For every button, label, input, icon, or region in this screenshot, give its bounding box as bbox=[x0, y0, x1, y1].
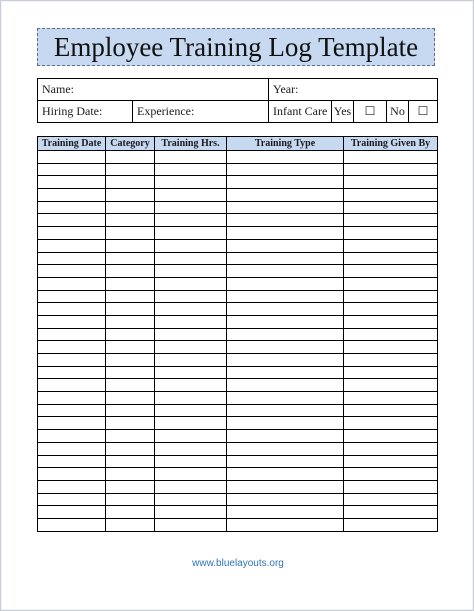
table-cell[interactable] bbox=[106, 455, 155, 468]
table-cell[interactable] bbox=[155, 480, 227, 493]
table-cell[interactable] bbox=[155, 455, 227, 468]
log-table-body bbox=[38, 151, 438, 532]
table-cell[interactable] bbox=[38, 163, 106, 176]
table-cell[interactable] bbox=[106, 392, 155, 405]
table-cell[interactable] bbox=[38, 227, 106, 240]
table-row bbox=[38, 328, 438, 341]
table-row bbox=[38, 239, 438, 252]
no-cell bbox=[387, 101, 409, 123]
yes-checkbox[interactable] bbox=[354, 101, 387, 123]
table-cell[interactable] bbox=[227, 366, 344, 379]
table-row bbox=[38, 506, 438, 519]
table-cell[interactable] bbox=[227, 265, 344, 278]
table-cell[interactable] bbox=[227, 176, 344, 189]
table-cell[interactable] bbox=[106, 480, 155, 493]
table-cell[interactable] bbox=[155, 189, 227, 202]
table-cell[interactable] bbox=[344, 277, 438, 290]
table-cell[interactable] bbox=[344, 176, 438, 189]
footer-link[interactable]: www.bluelayouts.org bbox=[192, 558, 284, 569]
table-cell[interactable] bbox=[344, 518, 438, 531]
hiring-date-field[interactable] bbox=[38, 101, 133, 123]
table-cell[interactable] bbox=[106, 404, 155, 417]
table-cell[interactable] bbox=[344, 315, 438, 328]
table-cell[interactable] bbox=[344, 341, 438, 354]
table-row bbox=[38, 151, 438, 164]
table-cell[interactable] bbox=[106, 277, 155, 290]
table-cell[interactable] bbox=[106, 328, 155, 341]
table-cell[interactable] bbox=[227, 163, 344, 176]
table-cell[interactable] bbox=[155, 201, 227, 214]
table-cell[interactable] bbox=[344, 442, 438, 455]
title-banner bbox=[37, 28, 435, 66]
table-cell[interactable] bbox=[227, 354, 344, 367]
table-cell[interactable] bbox=[344, 201, 438, 214]
table-cell[interactable] bbox=[38, 455, 106, 468]
table-cell[interactable] bbox=[106, 366, 155, 379]
table-cell[interactable] bbox=[38, 252, 106, 265]
table-cell[interactable] bbox=[38, 303, 106, 316]
table-cell[interactable] bbox=[106, 151, 155, 164]
yes-cell bbox=[332, 101, 354, 123]
table-cell[interactable] bbox=[227, 341, 344, 354]
table-cell[interactable] bbox=[155, 290, 227, 303]
table-row bbox=[38, 455, 438, 468]
table-cell[interactable] bbox=[38, 189, 106, 202]
table-cell[interactable] bbox=[38, 506, 106, 519]
table-cell[interactable] bbox=[106, 214, 155, 227]
table-cell[interactable] bbox=[38, 201, 106, 214]
table-cell[interactable] bbox=[344, 328, 438, 341]
table-cell[interactable] bbox=[227, 227, 344, 240]
no-label: No bbox=[390, 104, 405, 118]
table-row bbox=[38, 354, 438, 367]
table-cell[interactable] bbox=[155, 404, 227, 417]
no-checkbox[interactable] bbox=[409, 101, 438, 123]
table-cell[interactable] bbox=[106, 239, 155, 252]
table-cell[interactable] bbox=[344, 151, 438, 164]
table-cell[interactable] bbox=[106, 442, 155, 455]
table-cell[interactable] bbox=[38, 265, 106, 278]
table-row bbox=[38, 303, 438, 316]
table-row bbox=[38, 277, 438, 290]
table-cell[interactable] bbox=[227, 239, 344, 252]
table-cell[interactable] bbox=[344, 239, 438, 252]
table-cell[interactable] bbox=[38, 379, 106, 392]
table-cell[interactable] bbox=[106, 506, 155, 519]
table-cell[interactable] bbox=[106, 252, 155, 265]
table-cell[interactable] bbox=[227, 468, 344, 481]
table-cell[interactable] bbox=[344, 265, 438, 278]
table-cell[interactable] bbox=[38, 518, 106, 531]
table-cell[interactable] bbox=[227, 506, 344, 519]
table-cell[interactable] bbox=[227, 518, 344, 531]
table-cell[interactable] bbox=[106, 189, 155, 202]
table-row bbox=[38, 315, 438, 328]
table-cell[interactable] bbox=[344, 303, 438, 316]
table-row bbox=[38, 163, 438, 176]
table-cell[interactable] bbox=[227, 189, 344, 202]
table-cell[interactable] bbox=[155, 163, 227, 176]
infant-care-label: Infant Care bbox=[273, 104, 328, 118]
table-cell[interactable] bbox=[344, 468, 438, 481]
table-cell[interactable] bbox=[106, 417, 155, 430]
table-cell[interactable] bbox=[106, 227, 155, 240]
column-header-training-date: Training Date bbox=[38, 137, 106, 151]
table-cell[interactable] bbox=[344, 417, 438, 430]
table-cell[interactable] bbox=[106, 379, 155, 392]
column-header-training-hrs: Training Hrs. bbox=[155, 137, 227, 151]
table-cell[interactable] bbox=[227, 303, 344, 316]
table-cell[interactable] bbox=[344, 366, 438, 379]
table-row bbox=[38, 417, 438, 430]
table-cell[interactable] bbox=[38, 480, 106, 493]
table-cell[interactable] bbox=[344, 290, 438, 303]
table-cell[interactable] bbox=[227, 277, 344, 290]
table-cell[interactable] bbox=[38, 430, 106, 443]
table-row bbox=[38, 201, 438, 214]
table-cell[interactable] bbox=[155, 379, 227, 392]
table-cell[interactable] bbox=[38, 151, 106, 164]
table-cell[interactable] bbox=[106, 303, 155, 316]
table-row bbox=[38, 189, 438, 202]
table-cell[interactable] bbox=[38, 239, 106, 252]
page-title: Employee Training Log Template bbox=[53, 31, 419, 62]
table-cell[interactable] bbox=[155, 227, 227, 240]
table-cell[interactable] bbox=[344, 493, 438, 506]
table-row bbox=[38, 480, 438, 493]
table-row bbox=[38, 518, 438, 531]
table-cell[interactable] bbox=[227, 252, 344, 265]
table-cell[interactable] bbox=[106, 354, 155, 367]
table-cell[interactable] bbox=[38, 354, 106, 367]
column-header-category: Category bbox=[106, 137, 155, 151]
table-cell[interactable] bbox=[155, 265, 227, 278]
table-row bbox=[38, 442, 438, 455]
table-cell[interactable] bbox=[344, 506, 438, 519]
table-cell[interactable] bbox=[155, 392, 227, 405]
table-cell[interactable] bbox=[38, 176, 106, 189]
table-cell[interactable] bbox=[227, 392, 344, 405]
column-header-training-given-by: Training Given By bbox=[344, 137, 438, 151]
table-row bbox=[38, 341, 438, 354]
table-cell[interactable] bbox=[38, 290, 106, 303]
table-row bbox=[38, 404, 438, 417]
table-cell[interactable] bbox=[38, 366, 106, 379]
table-cell[interactable] bbox=[106, 468, 155, 481]
column-header-training-type: Training Type bbox=[227, 137, 344, 151]
table-cell[interactable] bbox=[344, 430, 438, 443]
table-cell[interactable] bbox=[38, 493, 106, 506]
table-row bbox=[38, 214, 438, 227]
table-cell[interactable] bbox=[155, 442, 227, 455]
table-cell[interactable] bbox=[227, 417, 344, 430]
table-cell[interactable] bbox=[155, 506, 227, 519]
table-row bbox=[38, 252, 438, 265]
table-cell[interactable] bbox=[155, 303, 227, 316]
table-cell[interactable] bbox=[227, 214, 344, 227]
table-cell[interactable] bbox=[155, 277, 227, 290]
table-cell[interactable] bbox=[155, 252, 227, 265]
table-row bbox=[38, 493, 438, 506]
year-label: Year: bbox=[273, 82, 299, 96]
table-cell[interactable] bbox=[227, 328, 344, 341]
table-cell[interactable] bbox=[344, 163, 438, 176]
table-cell[interactable] bbox=[155, 214, 227, 227]
table-cell[interactable] bbox=[38, 328, 106, 341]
table-cell[interactable] bbox=[227, 493, 344, 506]
table-cell[interactable] bbox=[227, 442, 344, 455]
table-cell[interactable] bbox=[227, 290, 344, 303]
table-row bbox=[38, 392, 438, 405]
table-cell[interactable] bbox=[227, 430, 344, 443]
table-row bbox=[38, 366, 438, 379]
table-cell[interactable] bbox=[155, 176, 227, 189]
table-cell[interactable] bbox=[155, 354, 227, 367]
table-cell[interactable] bbox=[155, 493, 227, 506]
table-cell[interactable] bbox=[106, 341, 155, 354]
table-cell[interactable] bbox=[106, 518, 155, 531]
table-cell[interactable] bbox=[155, 151, 227, 164]
table-cell[interactable] bbox=[344, 379, 438, 392]
table-cell[interactable] bbox=[227, 379, 344, 392]
infant-care-cell bbox=[269, 101, 332, 123]
table-row bbox=[38, 265, 438, 278]
table-row bbox=[38, 379, 438, 392]
table-cell[interactable] bbox=[344, 455, 438, 468]
table-row bbox=[38, 430, 438, 443]
experience-label: Experience: bbox=[137, 104, 195, 118]
hiring-date-label: Hiring Date: bbox=[42, 104, 103, 118]
table-cell[interactable] bbox=[38, 315, 106, 328]
year-field[interactable] bbox=[269, 79, 438, 101]
table-cell[interactable] bbox=[38, 341, 106, 354]
table-cell[interactable] bbox=[106, 290, 155, 303]
table-cell[interactable] bbox=[106, 265, 155, 278]
table-cell[interactable] bbox=[38, 468, 106, 481]
info-row-name bbox=[38, 79, 438, 101]
table-row bbox=[38, 290, 438, 303]
table-cell[interactable] bbox=[344, 214, 438, 227]
table-cell[interactable] bbox=[155, 328, 227, 341]
training-log-table bbox=[37, 136, 438, 532]
table-cell[interactable] bbox=[155, 518, 227, 531]
yes-label: Yes bbox=[333, 104, 352, 118]
table-cell[interactable] bbox=[155, 366, 227, 379]
table-cell[interactable] bbox=[38, 404, 106, 417]
table-cell[interactable] bbox=[38, 214, 106, 227]
table-cell[interactable] bbox=[227, 315, 344, 328]
table-cell[interactable] bbox=[155, 341, 227, 354]
table-cell[interactable] bbox=[38, 417, 106, 430]
table-cell[interactable] bbox=[106, 493, 155, 506]
table-cell[interactable] bbox=[38, 442, 106, 455]
table-cell[interactable] bbox=[106, 430, 155, 443]
table-cell[interactable] bbox=[38, 392, 106, 405]
table-cell[interactable] bbox=[344, 392, 438, 405]
table-cell[interactable] bbox=[227, 201, 344, 214]
table-cell[interactable] bbox=[155, 430, 227, 443]
table-cell[interactable] bbox=[344, 480, 438, 493]
table-cell[interactable] bbox=[344, 252, 438, 265]
name-field[interactable] bbox=[38, 79, 269, 101]
experience-field[interactable] bbox=[133, 101, 269, 123]
table-cell[interactable] bbox=[227, 404, 344, 417]
table-cell[interactable] bbox=[344, 354, 438, 367]
table-cell[interactable] bbox=[227, 480, 344, 493]
table-cell[interactable] bbox=[106, 163, 155, 176]
table-cell[interactable] bbox=[106, 315, 155, 328]
name-label: Name: bbox=[42, 82, 74, 96]
info-row-details bbox=[38, 101, 438, 123]
table-cell[interactable] bbox=[344, 404, 438, 417]
table-cell[interactable] bbox=[106, 201, 155, 214]
table-cell[interactable] bbox=[344, 227, 438, 240]
table-cell[interactable] bbox=[155, 239, 227, 252]
log-header-row bbox=[38, 137, 438, 151]
table-cell[interactable] bbox=[106, 176, 155, 189]
table-cell[interactable] bbox=[155, 417, 227, 430]
table-row bbox=[38, 468, 438, 481]
checkbox-icon: ☐ bbox=[364, 104, 376, 118]
table-cell[interactable] bbox=[227, 151, 344, 164]
table-cell[interactable] bbox=[38, 277, 106, 290]
table-row bbox=[38, 227, 438, 240]
employee-info-table bbox=[37, 78, 438, 123]
table-cell[interactable] bbox=[344, 189, 438, 202]
table-row bbox=[38, 176, 438, 189]
checkbox-icon: ☐ bbox=[417, 104, 429, 118]
table-cell[interactable] bbox=[155, 315, 227, 328]
table-cell[interactable] bbox=[155, 468, 227, 481]
table-cell[interactable] bbox=[227, 455, 344, 468]
